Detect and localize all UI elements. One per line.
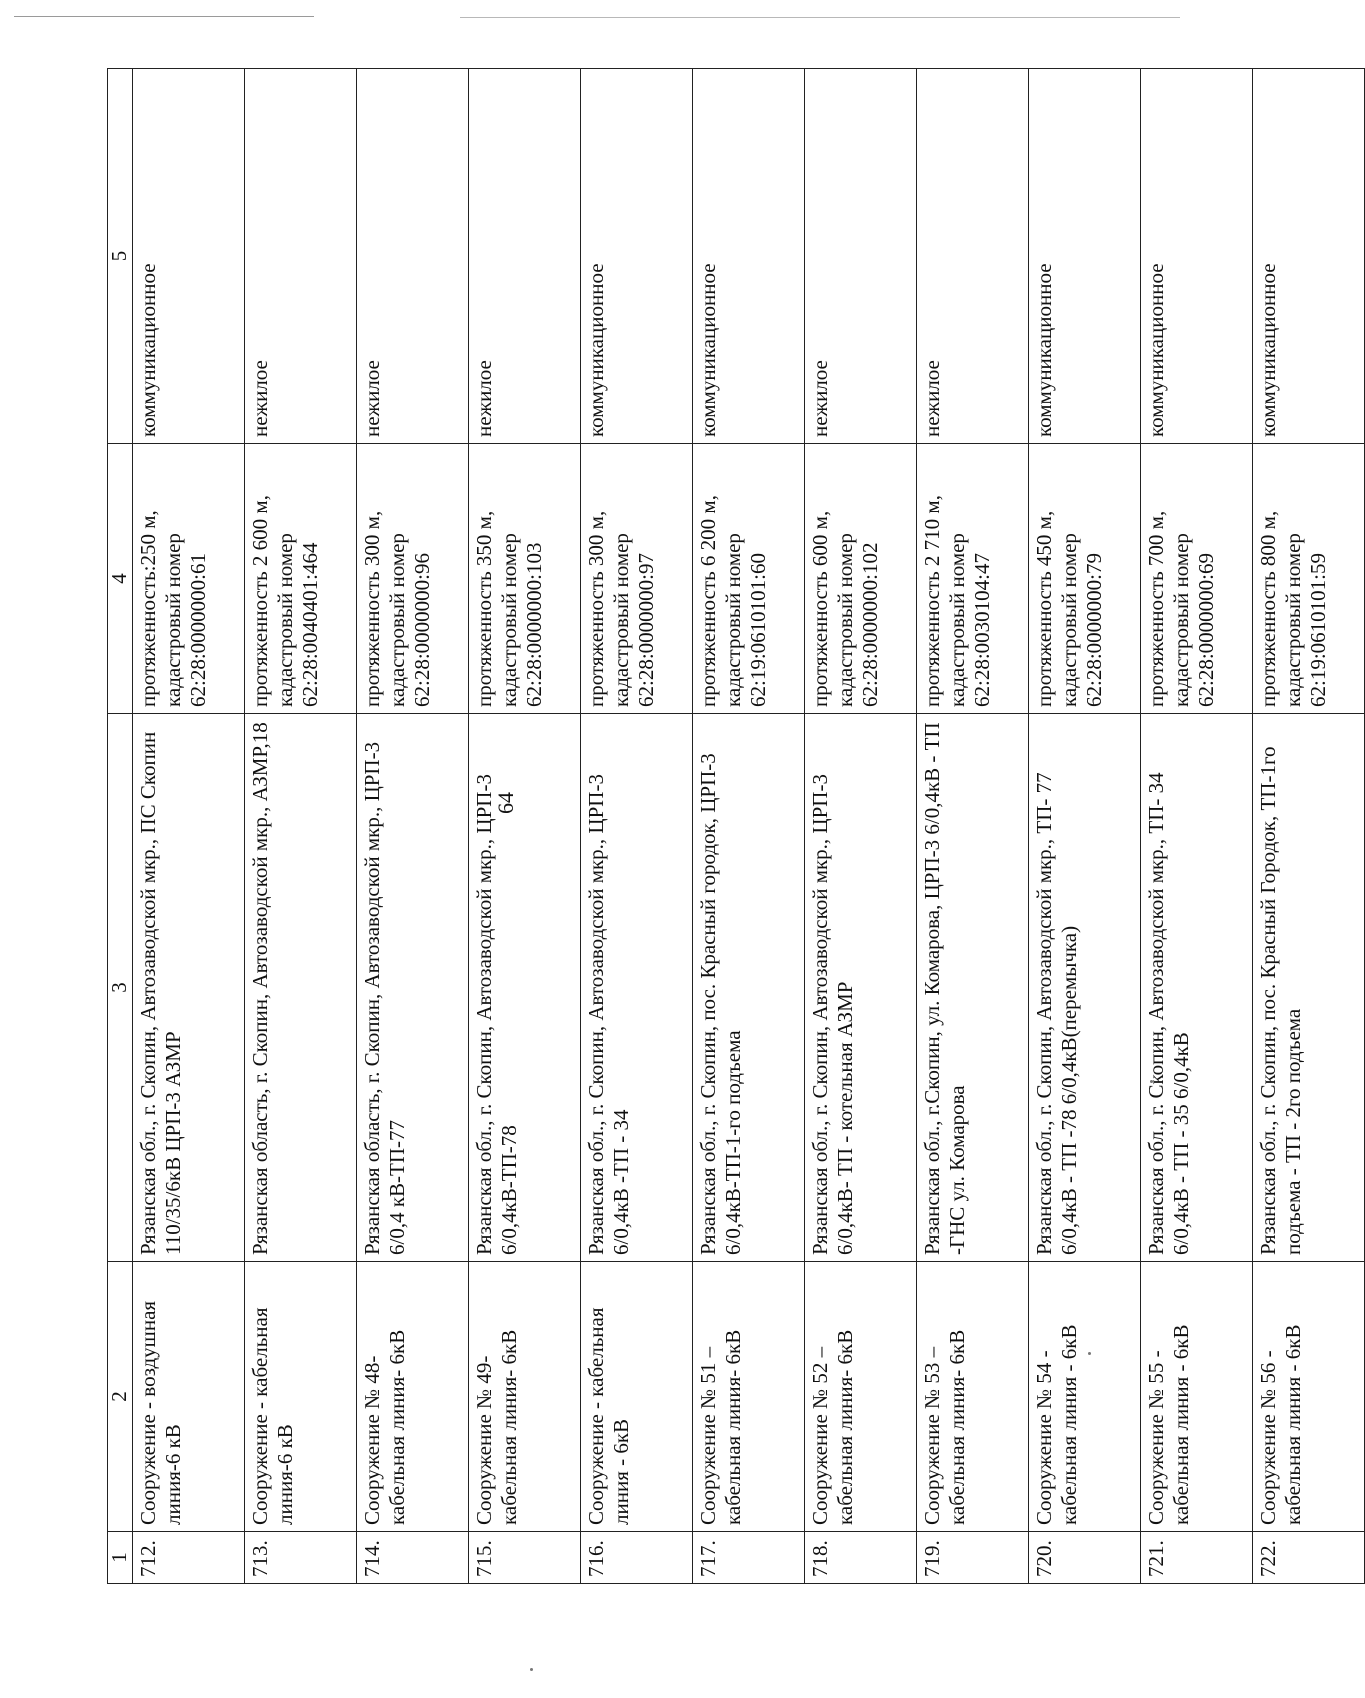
object-name-cell: Сооружение - кабельная линия - 6кВ	[581, 1262, 693, 1532]
characteristics-cell: протяженность 300 м, кадастровый номер 62:28:0000000:97	[581, 444, 693, 714]
property-registry-table	[107, 68, 1365, 1584]
row-number-cell: 714.	[357, 1532, 469, 1584]
table-row	[357, 69, 469, 1584]
scan-edge-line	[460, 17, 1180, 18]
table-row	[805, 69, 917, 1584]
address-cell: Рязанская обл., г. Скопин, Автозаводской мкр., ЦРП-3 6/0,4кВ -ТП - 34	[581, 714, 693, 1262]
address-cell: Рязанская область, г. Скопин, Автозаводской мкр., АЗМР,18	[245, 714, 357, 1262]
address-cell: Рязанская обл., г. Скопин, Автозаводской мкр., ЦРП-3 6/0,4кВ-ТП-78	[469, 714, 581, 1262]
column-header: 2	[108, 1262, 133, 1532]
purpose-cell: нежилое	[245, 69, 357, 444]
table-row	[245, 69, 357, 1584]
scan-edge-line	[14, 16, 314, 17]
characteristics-cell: протяженность 700 м, кадастровый номер 62:28:0000000:69	[1141, 444, 1253, 714]
object-name-cell: Сооружение № 54 - кабельная линия - 6кВ	[1029, 1262, 1141, 1532]
table-row	[917, 69, 1029, 1584]
object-name-cell: Сооружение № 56 - кабельная линия - 6кВ	[1253, 1262, 1365, 1532]
object-name-cell: Сооружение № 51 – кабельная линия- 6кВ	[693, 1262, 805, 1532]
characteristics-cell: протяженность:250 м, кадастровый номер 62:28:0000000:61	[133, 444, 245, 714]
address-cell: Рязанская область, г. Скопин, Автозаводской мкр., ЦРП-3 6/0,4 кВ-ТП-77	[357, 714, 469, 1262]
address-cell: Рязанская обл., г. Скопин, пос. Красный Городок, ТП-1го подъема - ТП - 2го подъема	[1253, 714, 1365, 1262]
table-row	[133, 69, 245, 1584]
purpose-cell: нежилое	[357, 69, 469, 444]
purpose-cell: нежилое	[917, 69, 1029, 444]
row-number-cell: 712.	[133, 1532, 245, 1584]
characteristics-cell: протяженность 2 710 м, кадастровый номер 62:28:0030104:47	[917, 444, 1029, 714]
address-cell: Рязанская обл., г. Скопин, Автозаводской мкр., ЦРП-3 6/0,4кВ- ТП - котельная АЗМР	[805, 714, 917, 1262]
table-row	[469, 69, 581, 1584]
table-row	[1029, 69, 1141, 1584]
table-row	[581, 69, 693, 1584]
characteristics-cell: протяженность 450 м, кадастровый номер 62:28:0000000:79	[1029, 444, 1141, 714]
column-header: 3	[108, 714, 133, 1262]
purpose-cell: коммуникационное	[1029, 69, 1141, 444]
characteristics-cell: протяженность 2 600 м, кадастровый номер 62:28:0040401:464	[245, 444, 357, 714]
row-number-cell: 721.	[1141, 1532, 1253, 1584]
column-header: 4	[108, 444, 133, 714]
table-row	[1253, 69, 1365, 1584]
object-name-cell: Сооружение № 48- кабельная линия- 6кВ	[357, 1262, 469, 1532]
characteristics-cell: протяженность 6 200 м, кадастровый номер 62:19:0610101:60	[693, 444, 805, 714]
object-name-cell: Сооружение № 55 - кабельная линия - 6кВ	[1141, 1262, 1253, 1532]
object-name-cell: Сооружение № 53 – кабельная линия- 6кВ	[917, 1262, 1029, 1532]
document-table-wrapper	[107, 69, 1365, 1584]
column-header: 1	[108, 1532, 133, 1584]
table-body	[133, 69, 1365, 1584]
purpose-cell: нежилое	[805, 69, 917, 444]
characteristics-cell: протяженность 350 м, кадастровый номер 62:28:0000000:103	[469, 444, 581, 714]
table-header-row	[108, 69, 133, 1584]
object-name-cell: Сооружение - воздушная линия-6 кВ	[133, 1262, 245, 1532]
characteristics-cell: протяженность 600 м, кадастровый номер 62:28:0000000:102	[805, 444, 917, 714]
purpose-cell: коммуникационное	[1253, 69, 1365, 444]
purpose-cell: коммуникационное	[693, 69, 805, 444]
characteristics-cell: протяженность 300 м, кадастровый номер 62:28:0000000:96	[357, 444, 469, 714]
column-header: 5	[108, 69, 133, 444]
purpose-cell: нежилое	[469, 69, 581, 444]
row-number-cell: 722.	[1253, 1532, 1365, 1584]
page-number: 64	[493, 792, 518, 814]
row-number-cell: 718.	[805, 1532, 917, 1584]
scan-speck	[530, 1668, 533, 1671]
purpose-cell: коммуникационное	[1141, 69, 1253, 444]
table-row	[1141, 69, 1253, 1584]
purpose-cell: коммуникационное	[133, 69, 245, 444]
address-cell: Рязанская обл., г. Скопин, Автозаводской мкр., ТП- 34 6/0,4кВ - ТП - 35 6/0,4кВ	[1141, 714, 1253, 1262]
row-number-cell: 720.	[1029, 1532, 1141, 1584]
row-number-cell: 713.	[245, 1532, 357, 1584]
row-number-cell: 719.	[917, 1532, 1029, 1584]
object-name-cell: Сооружение № 49- кабельная линия- 6кВ	[469, 1262, 581, 1532]
characteristics-cell: протяженность 800 м, кадастровый номер 62:19:0610101:59	[1253, 444, 1365, 714]
purpose-cell: коммуникационное	[581, 69, 693, 444]
row-number-cell: 715.	[469, 1532, 581, 1584]
object-name-cell: Сооружение - кабельная линия-6 кВ	[245, 1262, 357, 1532]
object-name-cell: Сооружение № 52 – кабельная линия- 6кВ	[805, 1262, 917, 1532]
address-cell: Рязанская обл., г. Скопин, пос. Красный городок, ЦРП-3 6/0,4кВ-ТП-1-го подъема	[693, 714, 805, 1262]
address-cell: Рязанская обл., г.Скопин, ул. Комарова, ЦРП-3 6/0,4кВ - ТП -ГНС ул. Комарова	[917, 714, 1029, 1262]
row-number-cell: 717.	[693, 1532, 805, 1584]
row-number-cell: 716.	[581, 1532, 693, 1584]
table-row	[693, 69, 805, 1584]
address-cell: Рязанская обл., г. Скопин, Автозаводской мкр., ТП- 77 6/0,4кВ - ТП -78 6/0,4кВ(перемычка)	[1029, 714, 1141, 1262]
address-cell: Рязанская обл., г. Скопин, Автозаводской мкр., ПС Скопин 110/35/6кВ ЦРП-3 АЗМР	[133, 714, 245, 1262]
